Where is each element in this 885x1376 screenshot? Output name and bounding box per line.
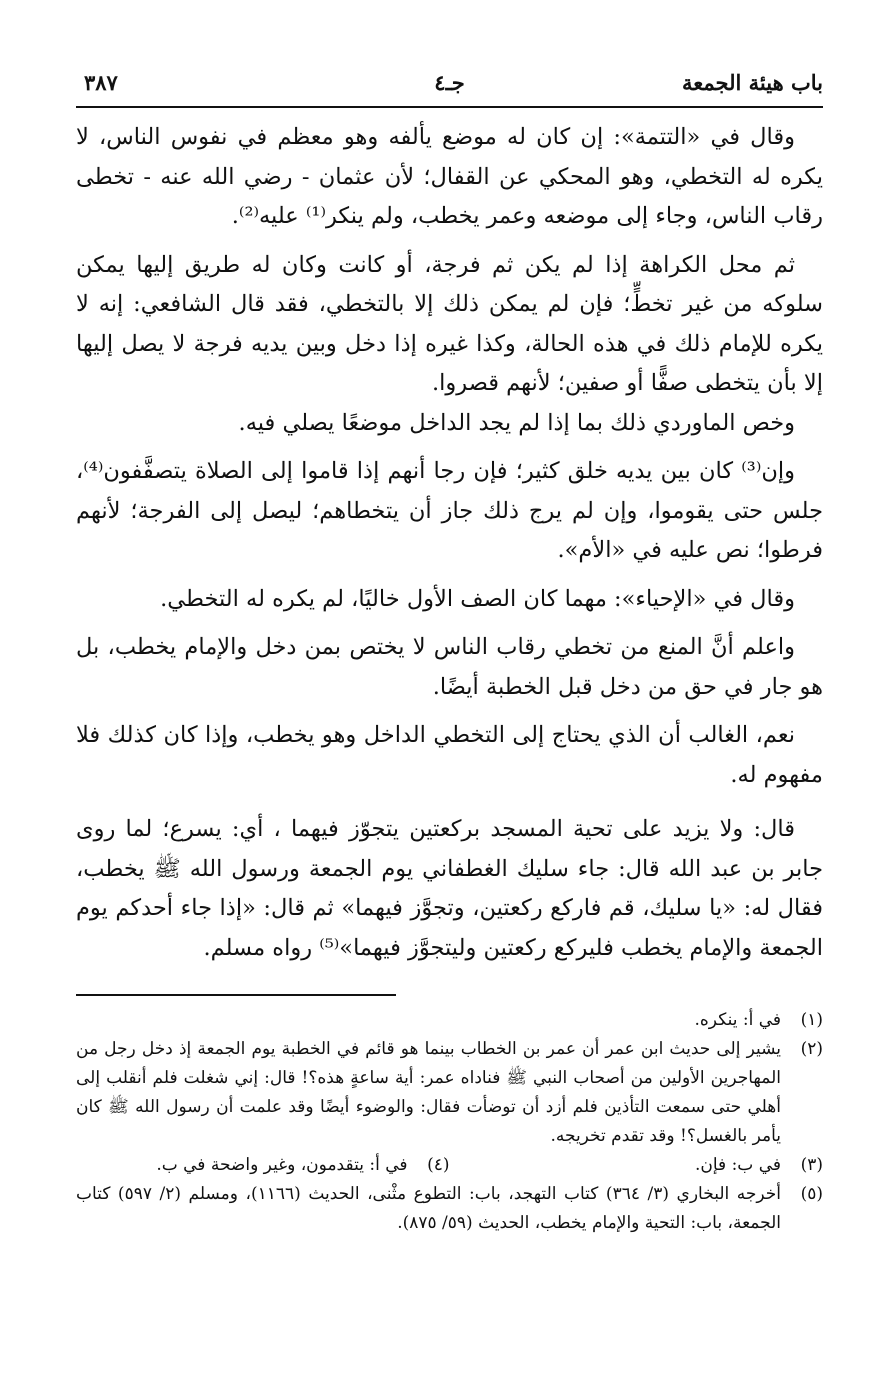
footnote-number: (٣) (800, 1155, 823, 1175)
paragraph: وخص الماوردي ذلك بما إذا لم يجد الداخل موضعًا يصلي فيه. (238, 409, 795, 436)
footnote-pair-3-4 (76, 1151, 823, 1180)
footnote-number: (٤) (427, 1155, 450, 1175)
footnote-number: (١) (800, 1010, 823, 1030)
footnote-3 (450, 1151, 824, 1180)
footnotes (76, 1006, 823, 1238)
footnote-text: أخرجه البخاري (٣/ ٣٦٤) كتاب التهجد، باب: التطوع مثْنى، الحديث (١١٦٦)، ومسلم (٢/ ٥٩٧) كتاب الجمعة، باب: التحية والإمام يخطب، الحديث (٥٩/ ٨٧٥). (76, 1184, 781, 1233)
footnote-text: يشير إلى حديث ابن عمر أن عمر بن الخطاب بينما هو قائم في الخطبة يوم الجمعة إذ دخل رجل من المهاجرين الأولين من أصحاب النبي ﷺ فناداه عمر: أية ساعةٍ هذه؟! قال: إني شغلت فلم أنقلب إلى أهلي حتى سمعت التأذين فلم أزد أن توضأت فقال: والوضوء أيضًا وقد علمت أن رسول الله ﷺ كان يأمر بالغسل؟! وقد تقدم تخريجه. (76, 1039, 781, 1146)
paragraph: ثم محل الكراهة إذا لم يكن ثم فرجة، أو كانت وكان له طريق إليها يمكن سلوكه من غير تخطٍّ؛ فإن لم يمكن ذلك إلا بالتخطي، فقد قال الشافعي: إنه لا يكره للإمام ذلك في هذه الحالة، وكذا غيره إذا دخل وبين يديه فرجة لا يصل إليها إلا بأن يتخطى صفًّا أو صفين؛ لأنهم قصروا. (76, 251, 823, 396)
footnote-text: في أ: يتقدمون، وغير واضحة في ب. (156, 1155, 408, 1175)
footnote-separator (76, 994, 396, 996)
paragraph: وقال في «الإحياء»: مهما كان الصف الأول خاليًا، لم يكره له التخطي. (160, 585, 795, 612)
footnote-number: (٢) (800, 1039, 823, 1059)
footnote-1 (76, 1006, 823, 1035)
chapter-title: باب هيئة الجمعة (682, 70, 823, 95)
page-number: ٣٨٧ (84, 70, 118, 95)
footnote-4 (76, 1151, 450, 1180)
running-header (76, 66, 823, 108)
volume-number: جـ٤ (434, 70, 465, 95)
paragraph: وقال في «التتمة»: إن كان له موضع يألفه وهو معظم في نفوس الناس، لا يكره له التخطي، وهو المحكي عن القفال؛ لأن عثمان - رضي الله عنه - تخطى رقاب الناس، وجاء إلى موضعه وعمر يخطب، ولم ينكر⁽¹⁾ عليه⁽²⁾. (76, 124, 823, 229)
footnote-text: في ب: فإن. (694, 1155, 781, 1175)
footnote-text: في أ: ينكره. (694, 1010, 781, 1030)
paragraph: نعم، الغالب أن الذي يحتاج إلى التخطي الداخل وهو يخطب، وإذا كان كذلك فلا مفهوم له. (76, 722, 823, 788)
footnote-5 (76, 1180, 823, 1238)
paragraph: قال: ولا يزيد على تحية المسجد بركعتين يتجوّز فيهما ، أي: يسرع؛ لما روى جابر بن عبد الله قال: جاء سليك الغطفاني يوم الجمعة ورسول الله ﷺ يخطب، فقال له: «يا سليك، قم فاركع ركعتين، وتجوَّز فيهما» ثم قال: «إذا جاء أحدكم يوم الجمعة والإمام يخطب فليركع ركعتين وليتجوَّز فيهما»⁽⁵⁾ رواه مسلم. (76, 816, 823, 961)
footnote-number: (٥) (800, 1184, 823, 1204)
main-text (76, 118, 823, 968)
book-page (76, 66, 823, 1238)
paragraph: واعلم أنَّ المنع من تخطي رقاب الناس لا يختص بمن دخل والإمام يخطب، بل هو جار في حق من دخل قبل الخطبة أيضًا. (76, 634, 823, 700)
footnote-2 (76, 1035, 823, 1151)
paragraph: وإن⁽³⁾ كان بين يديه خلق كثير؛ فإن رجا أنهم إذا قاموا إلى الصلاة يتصفَّفون⁽⁴⁾، جلس حتى يقوموا، وإن لم يرج ذلك جاز أن يتخطاهم؛ ليصل إلى الفرجة؛ لأنهم فرطوا؛ نص عليه في «الأم». (76, 458, 823, 563)
